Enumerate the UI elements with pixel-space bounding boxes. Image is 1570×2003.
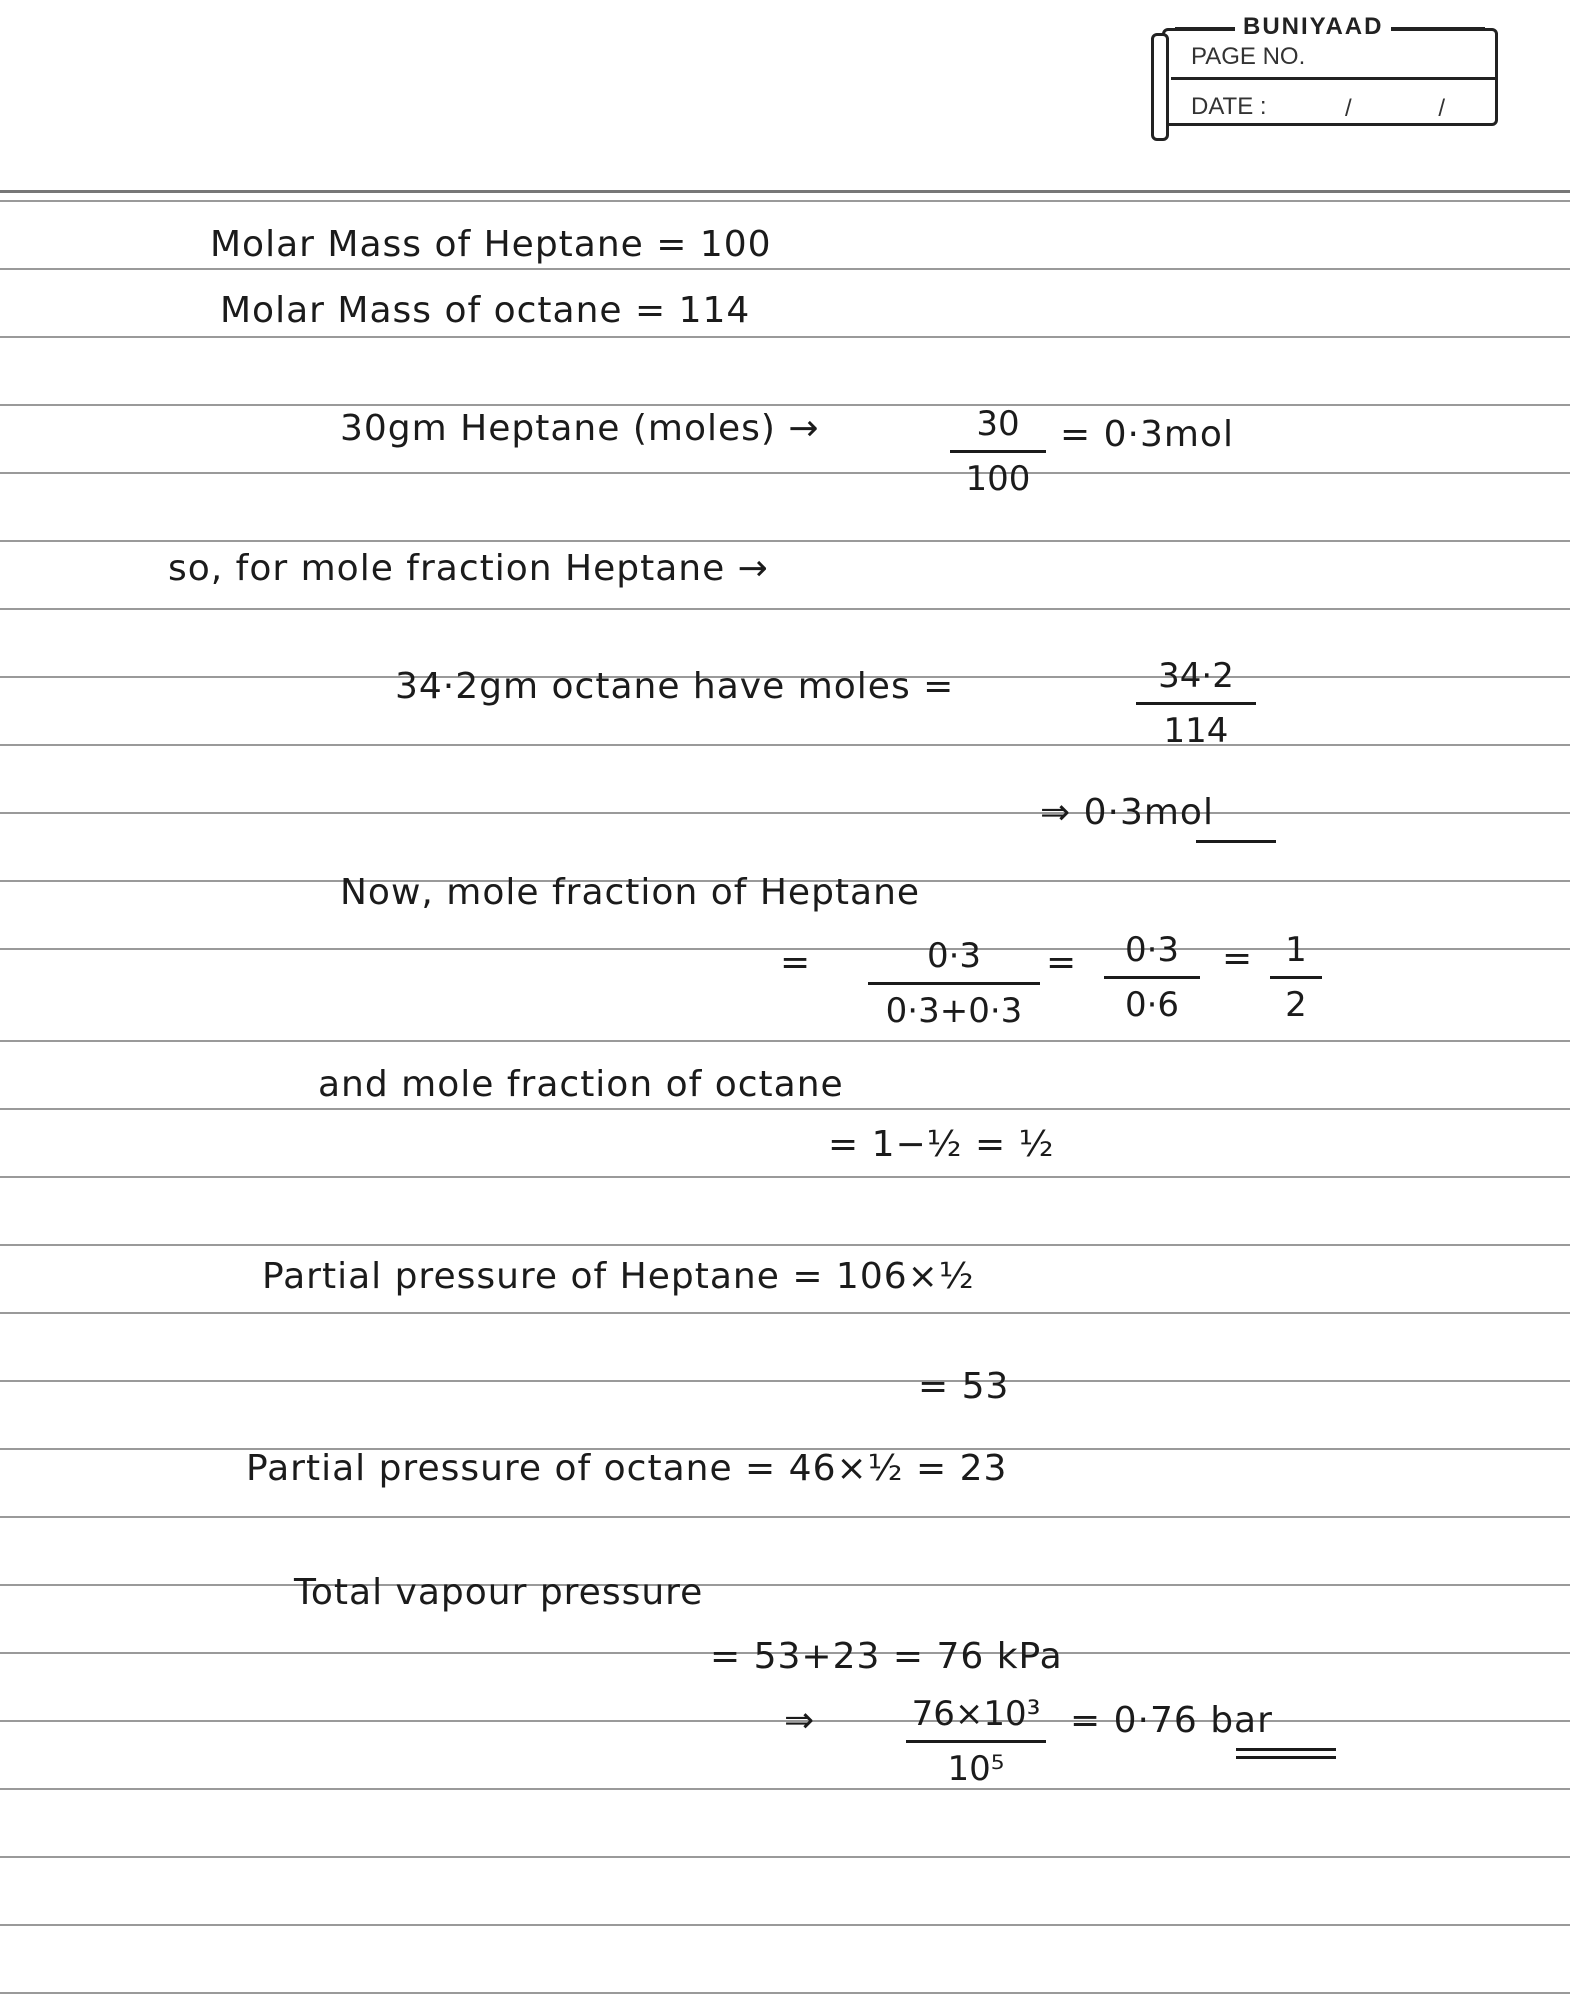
heptane-moles-label: 30gm Heptane (moles) →: [340, 408, 820, 449]
date-label: DATE :: [1191, 93, 1267, 120]
ruled-line: [0, 744, 1570, 746]
ruled-line: [0, 1924, 1570, 1926]
ruled-line: [0, 472, 1570, 474]
ruled-line: [0, 268, 1570, 270]
fraction-denominator: 100: [965, 459, 1031, 499]
ruled-line: [0, 200, 1570, 202]
heptane-fraction-step2: [1104, 930, 1200, 1025]
answer-underline: [1236, 1748, 1336, 1751]
fraction-numerator: 34·2: [1158, 656, 1234, 696]
fraction-bar: [950, 450, 1046, 453]
molar-mass-heptane-line: Molar Mass of Heptane = 100: [210, 224, 772, 265]
octane-moles-label: 34·2gm octane have moles =: [395, 666, 955, 707]
total-vapour-pressure-heading: Total vapour pressure: [294, 1572, 704, 1613]
octane-fraction-result: = 1−½ = ½: [828, 1124, 1055, 1165]
equals-sign: =: [780, 942, 812, 983]
implies-arrow: ⇒: [784, 1700, 816, 1741]
heptane-partial-pressure-line: Partial pressure of Heptane = 106×½: [262, 1256, 975, 1297]
ruled-line: [0, 1244, 1570, 1246]
fraction-denominator: 0·6: [1124, 985, 1180, 1025]
octane-moles-result: ⇒ 0·3mol: [1040, 792, 1214, 833]
ruled-line: [0, 1788, 1570, 1790]
molar-mass-octane-line: Molar Mass of octane = 114: [220, 290, 751, 331]
page-no-label: PAGE NO.: [1191, 43, 1306, 70]
ruled-line: [0, 336, 1570, 338]
heptane-moles-fraction: [950, 404, 1046, 499]
ruled-line: [0, 812, 1570, 814]
ruled-line: [0, 1108, 1570, 1110]
stamp-scroll-edge: [1151, 33, 1169, 141]
final-answer: = 0·76 bar: [1070, 1700, 1273, 1741]
ruled-line: [0, 1380, 1570, 1382]
unit-conversion-fraction: [906, 1694, 1046, 1789]
total-vapour-pressure-sum: = 53+23 = 76 kPa: [710, 1636, 1063, 1677]
ruled-line: [0, 1040, 1570, 1042]
page-header-stamp: [1162, 13, 1498, 126]
fraction-bar: [906, 1740, 1046, 1743]
fraction-numerator: 0·3: [1124, 930, 1180, 970]
brand-name: BUNIYAAD: [1235, 13, 1391, 41]
fraction-bar: [1104, 976, 1200, 979]
heptane-moles-result: = 0·3mol: [1060, 414, 1234, 455]
equals-sign: =: [1046, 942, 1078, 983]
fraction-numerator: 0·3: [926, 936, 982, 976]
fraction-denominator: 114: [1163, 711, 1229, 751]
equals-sign: =: [1222, 938, 1254, 979]
ruled-line: [0, 190, 1570, 193]
result-underline: [1196, 840, 1276, 843]
answer-underline: [1236, 1756, 1336, 1759]
fraction-denominator: 10⁵: [947, 1749, 1005, 1789]
octane-moles-fraction: [1136, 656, 1256, 751]
ruled-line: [0, 1992, 1570, 1994]
heptane-fraction-result: [1270, 930, 1322, 1025]
fraction-bar: [1270, 976, 1322, 979]
heptane-partial-pressure-result: = 53: [918, 1366, 1010, 1407]
fraction-bar: [868, 982, 1040, 985]
heptane-fraction-heading: Now, mole fraction of Heptane: [340, 872, 921, 913]
ruled-line: [0, 1516, 1570, 1518]
fraction-numerator: 76×10³: [911, 1694, 1041, 1734]
ruled-line: [0, 1856, 1570, 1858]
octane-fraction-heading: and mole fraction of octane: [318, 1064, 844, 1105]
ruled-line: [0, 1584, 1570, 1586]
date-separators: / /: [1345, 95, 1486, 122]
fraction-numerator: 1: [1285, 930, 1307, 970]
ruled-line: [0, 608, 1570, 610]
mole-fraction-heading: so, for mole fraction Heptane →: [168, 548, 769, 589]
ruled-line: [0, 1312, 1570, 1314]
heptane-fraction-step1: [868, 936, 1040, 1031]
fraction-numerator: 30: [976, 404, 1020, 444]
octane-partial-pressure-line: Partial pressure of octane = 46×½ = 23: [246, 1448, 1008, 1489]
stamp-divider: [1171, 77, 1495, 80]
fraction-denominator: 0·3+0·3: [885, 991, 1023, 1031]
fraction-denominator: 2: [1285, 985, 1307, 1025]
ruled-line: [0, 540, 1570, 542]
ruled-line: [0, 1176, 1570, 1178]
fraction-bar: [1136, 702, 1256, 705]
ruled-line: [0, 404, 1570, 406]
